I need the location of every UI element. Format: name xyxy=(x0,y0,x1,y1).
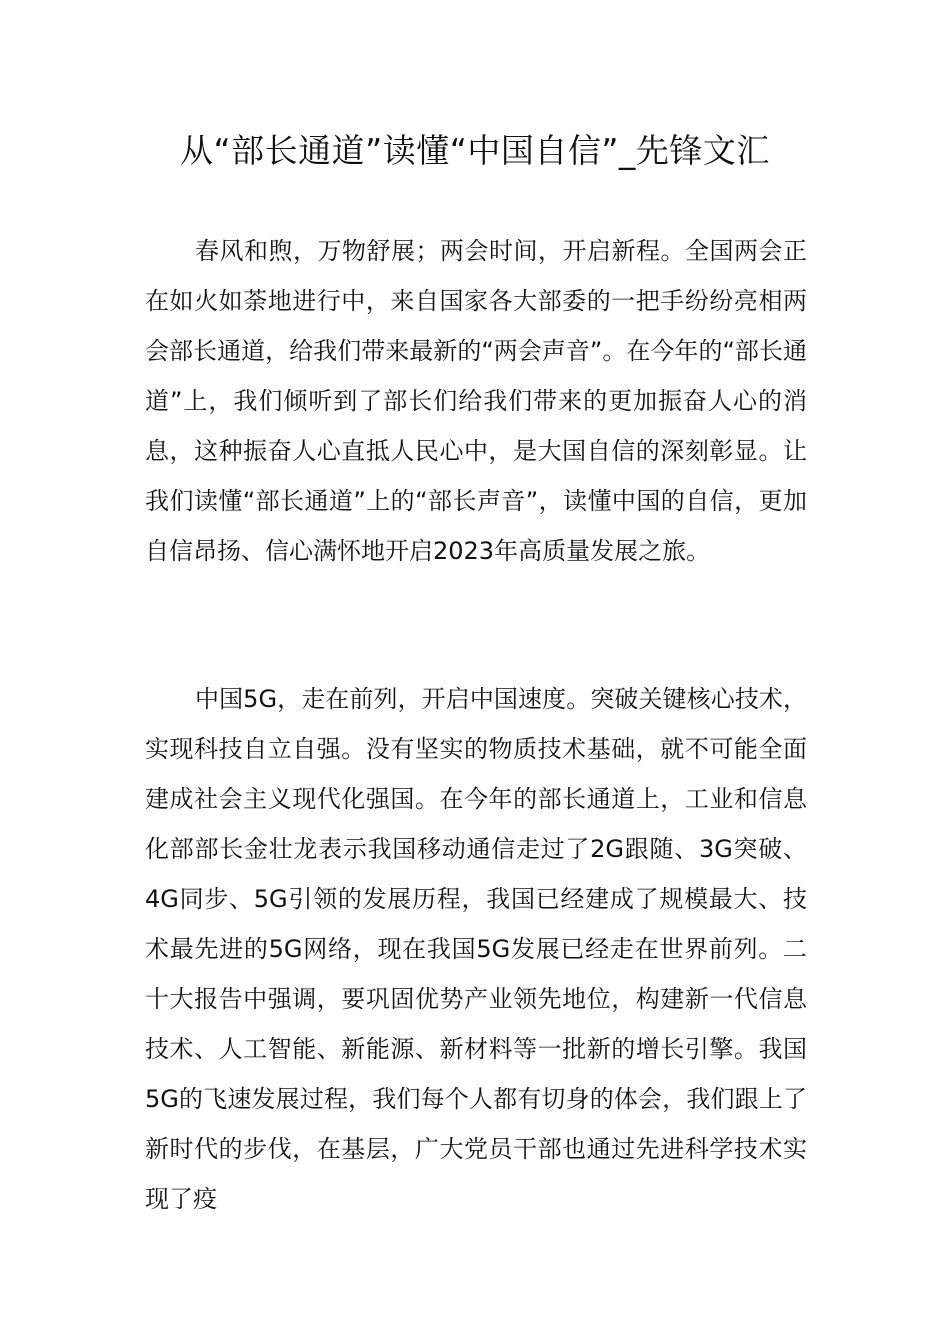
paragraph-5g: 中国5G，走在前列，开启中国速度。突破关键核心技术，实现科技自立自强。没有坚实的物质技术基础，就不可能全面建成社会主义现代化强国。在今年的部长通道上，工业和信息化部部长金壮龙表示我国移动通信走过了2G跟随、3G突破、4G同步、5G引领的发展历程，我国已经建成了规模最大、技术最先进的5G网络，现在我国5G发展已经走在世界前列。二十大报告中强调，要巩固优势产业领先地位，构建新一代信息技术、人工智能、新能源、新材料等一批新的增长引擎。我国5G的飞速发展过程，我们每个人都有切身的体会，我们跟上了新时代的步伐，在基层，广大党员干部也通过先进科学技术实现了疫 xyxy=(145,685,807,1213)
paragraph-intro: 春风和煦，万物舒展；两会时间，开启新程。全国两会正在如火如荼地进行中，来自国家各大部委的一把手纷纷亮相两会部长通道，给我们带来最新的“两会声音”。在今年的“部长通道”上，我们倾听到了部长们给我们带来的更加振奋人心的消息，这种振奋人心直抵人民心中，是大国自信的深刻彰显。让我们读懂“部长通道”上的“部长声音”，读懂中国的自信，更加自信昂扬、信心满怀地开启2023年高质量发展之旅。 xyxy=(145,237,807,565)
document-title: 从“部长通道”读懂“中国自信”_先锋文汇 xyxy=(180,131,770,170)
